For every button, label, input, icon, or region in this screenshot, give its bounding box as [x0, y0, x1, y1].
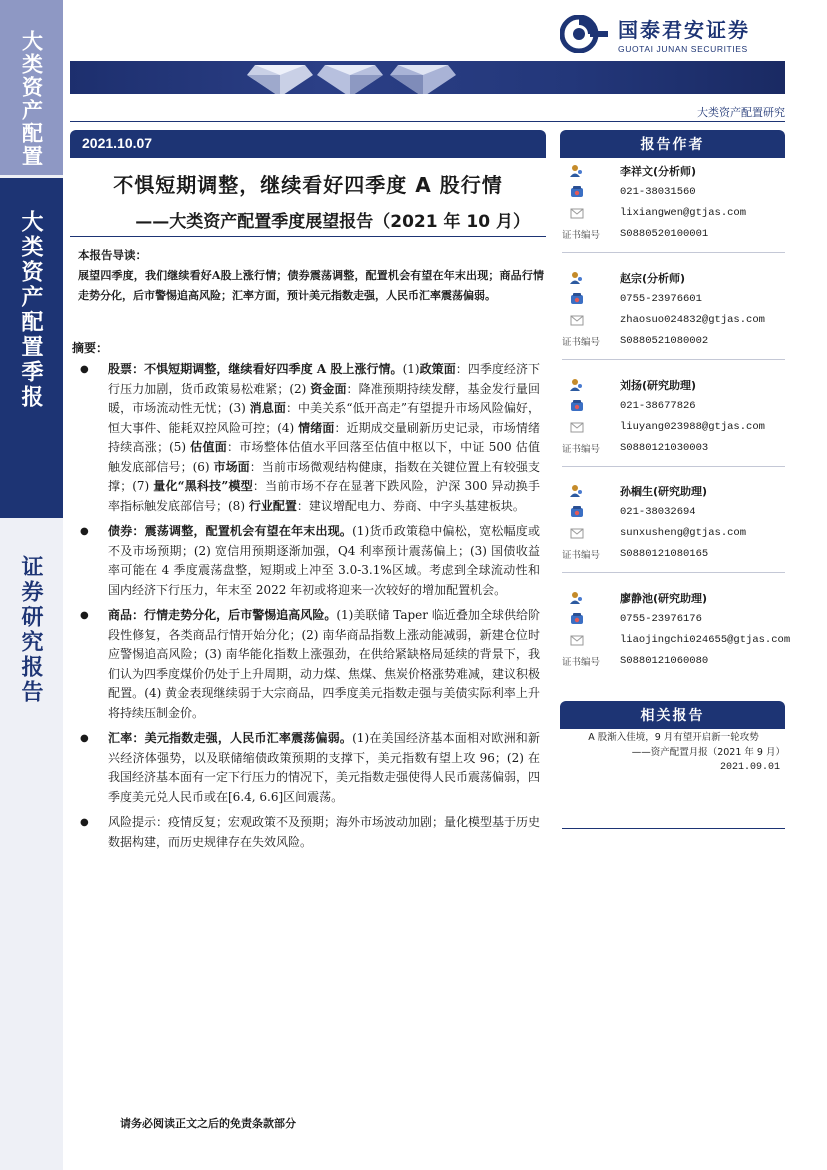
author-cert-number: S0880520100001 — [620, 227, 709, 240]
logo-english-name: GUOTAI JUNAN SECURITIES — [618, 44, 748, 54]
summary-text: (1)货币政策稳中偏松，宽松幅度或不及市场预期；(2) 宽信用预期逐渐加强，Q4 利率预计震荡偏上；(3) 国债收益率可能在 4 季度震荡盘整，短期或上冲至 3.0-3.1%区域。考虑到全球流动性和国内经济下行压力，年末至 2022 年初或将迎来一次较好的增加配置机会。 — [108, 524, 541, 597]
summary-item — [80, 729, 540, 807]
related-report-date: 2021.09.01 — [719, 762, 780, 773]
author-divider — [562, 466, 785, 467]
summary-text: ：近期成交量刷新历史记录，市场情绪持续高涨；(5) — [108, 420, 540, 454]
email-icon — [570, 633, 584, 647]
summary-text: ：当前市场不存在显著下跌风险，沪深 300 异动换手率指标触发底部信号；(8) — [108, 479, 540, 513]
author-name: 赵宗(分析师) — [620, 271, 686, 285]
header-divider — [70, 121, 785, 122]
author-divider — [562, 359, 785, 360]
phone-icon — [570, 505, 584, 519]
disclaimer-note: 请务必阅读正文之后的免责条款部分 — [120, 1117, 296, 1130]
author-name: 刘扬(研究助理) — [620, 378, 697, 392]
author-divider — [562, 572, 785, 573]
author-divider — [562, 252, 785, 253]
author-email[interactable]: lixiangwen@gtjas.com — [620, 206, 747, 219]
header-banner — [70, 61, 785, 94]
summary-text: ：四季度经济下行压力加剧，货币政策易松难紧；(2) — [108, 362, 540, 396]
author-cert-number: S0880521080002 — [620, 334, 709, 347]
sidebar-category-block — [0, 0, 63, 175]
cert-label: 证书编号 — [562, 443, 601, 455]
summary-item-lead: 汇率：美元指数走强，人民币汇率震荡偏弱。 — [108, 731, 353, 745]
summary-text: (1)美联储 Taper 临近叠加全球供给阶段性修复，各类商品行情开始分化；(2) 南华商品指数上涨动能减弱，新建仓位时应警惕追高风险；(3) 南华能化指数上涨强劲，在供给紧缺格局延续的背景下，我们认为四季度煤价仍处于上升周期，动力煤、焦煤、焦炭价格涨势难减，建议积极配置。(4) 黄金表现继续弱于大宗商品，四季度美元指数走强与美债实际利率上升将持续压制金价。 — [108, 608, 541, 720]
person-icon — [570, 271, 584, 285]
summary-text: ：降准预期持续发酵，基金发行量回暖，市场流动性无忧；(3) — [108, 381, 540, 415]
author-cert-number: S0880121080165 — [620, 547, 709, 560]
summary-text: (1)在美国经济基本面相对欧洲和新兴经济体强势，以及联储缩债政策预期的支撑下，美元指数有望上攻 96；(2) 在我国经济基本面有一定下行压力的情况下，美元指数走强使得人民币震荡偏弱，四季度美元兑人民币或在[6.4, 6.6]区间震荡。 — [108, 731, 541, 804]
summary-keyword: 政策面 — [419, 362, 456, 376]
phone-icon — [570, 185, 584, 199]
summary-item — [80, 360, 540, 516]
title-divider — [70, 236, 546, 237]
email-icon — [570, 313, 584, 327]
author-email[interactable]: sunxusheng@gtjas.com — [620, 526, 747, 539]
cert-label: 证书编号 — [562, 336, 601, 348]
summary-item-lead: 股票：不惧短期调整，继续看好四季度 A 股上涨行情。 — [108, 362, 403, 376]
summary-item — [80, 813, 540, 852]
author-phone: 0755-23976601 — [620, 292, 702, 305]
logo-chinese-name: 国泰君安证券 — [618, 18, 750, 42]
report-subtitle: ——大类资产配置季度展望报告（2021 年 10 月） — [135, 212, 530, 232]
phone-icon — [570, 292, 584, 306]
author-cert-number: S0880121060080 — [620, 654, 709, 667]
company-logo — [560, 14, 790, 54]
author-phone: 021-38032694 — [620, 505, 696, 518]
author-email[interactable]: zhaosuo024832@gtjas.com — [620, 313, 765, 326]
summary-keyword: 市场面 — [213, 459, 250, 474]
summary-heading: 摘要： — [72, 341, 109, 355]
summary-keyword: 资金面 — [310, 381, 347, 396]
summary-text: ：市场整体估值水平回落至估值中枢以下，中证 500 估值触发底部信号；(6) — [108, 440, 540, 474]
summary-text: (1) — [402, 362, 420, 376]
report-date: 2021.10.07 — [70, 130, 546, 158]
author-phone: 021-38031560 — [620, 185, 696, 198]
guide-text: 展望四季度，我们继续看好A股上涨行情；债券震荡调整，配置机会有望在年末出现；商品行情走势分化，后市警惕追高风险；汇率方面，预计美元指数走强，人民币汇率震荡偏弱。 — [78, 269, 544, 302]
diamond-icon — [315, 61, 385, 94]
person-icon — [570, 484, 584, 498]
sidebar-category-label: 大类资产配置 — [19, 30, 45, 168]
email-icon — [570, 526, 584, 540]
author-email[interactable]: liaojingchi024655@gtjas.com — [620, 633, 791, 646]
related-panel-heading: 相关报告 — [560, 701, 785, 729]
summary-keyword: 行业配置 — [248, 498, 297, 513]
summary-item-lead: 商品：行情走势分化，后市警惕追高风险。 — [108, 608, 337, 622]
author-card — [562, 587, 791, 671]
diamond-icon — [388, 61, 458, 94]
summary-text: ：中美关系“低开高走”有望提升市场风险偏好，恒大事件、能耗双控风险可控；(4) — [108, 401, 540, 435]
left-sidebar — [0, 0, 63, 1170]
summary-keyword: 情绪面 — [298, 420, 335, 435]
summary-item — [80, 522, 540, 600]
person-icon — [570, 378, 584, 392]
author-name: 孙榈生(研究助理) — [620, 484, 708, 498]
sidebar-report-type-block — [0, 178, 63, 518]
author-phone: 021-38677826 — [620, 399, 696, 412]
summary-keyword: 量化“黑科技”模型 — [153, 479, 253, 493]
related-report-title: A 股渐入佳境，9 月有望开启新一轮攻势 — [588, 732, 759, 743]
diamond-icon — [245, 61, 315, 94]
phone-icon — [570, 399, 584, 413]
author-name: 李祥文(分析师) — [620, 164, 697, 178]
related-report-link[interactable] — [562, 730, 785, 760]
summary-text: 风险提示：疫情反复；宏观政策不及预期；海外市场波动加剧；量化模型基于历史数据构建，而历史规律存在失效风险。 — [108, 815, 541, 849]
summary-text: ：当前市场微观结构健康，指数在关键位置上有较强支撑；(7) — [108, 459, 540, 493]
report-title: 不惧短期调整，继续看好四季度 A 股行情 — [113, 173, 503, 197]
research-category-tag: 大类资产配置研究 — [697, 106, 785, 119]
sidebar-doc-type-label: 证券研究报告 — [18, 555, 44, 705]
email-icon — [570, 206, 584, 220]
summary-keyword: 估值面 — [190, 440, 227, 454]
author-card — [562, 374, 787, 458]
author-email[interactable]: liuyang023988@gtjas.com — [620, 420, 765, 433]
author-card — [562, 480, 787, 564]
person-icon — [570, 591, 584, 605]
summary-item-lead: 债券：震荡调整，配置机会有望在年末出现。 — [108, 524, 353, 538]
related-divider — [562, 828, 785, 829]
sidebar-report-type-label: 大类资产配置季报 — [18, 210, 44, 410]
sidebar-doc-type-block — [0, 555, 63, 735]
author-name: 廖静池(研究助理) — [620, 591, 708, 605]
authors-panel-heading: 报告作者 — [560, 130, 785, 158]
logo-emblem-icon — [560, 15, 610, 53]
cert-label: 证书编号 — [562, 549, 601, 561]
cert-label: 证书编号 — [562, 229, 601, 241]
author-cert-number: S0880121030003 — [620, 441, 709, 454]
guide-heading: 本报告导读： — [78, 248, 147, 262]
summary-keyword: 消息面 — [249, 401, 286, 415]
summary-text: ：建议增配电力、券商、中字头基建板块。 — [296, 498, 525, 513]
author-phone: 0755-23976176 — [620, 612, 702, 625]
email-icon — [570, 420, 584, 434]
related-report-series: ——资产配置月报（2021 年 9 月） — [631, 747, 785, 758]
author-card — [562, 160, 787, 244]
person-icon — [570, 164, 584, 178]
cert-label: 证书编号 — [562, 656, 601, 668]
summary-item — [80, 606, 540, 723]
phone-icon — [570, 612, 584, 626]
author-card — [562, 267, 787, 351]
summary-list — [80, 360, 540, 858]
